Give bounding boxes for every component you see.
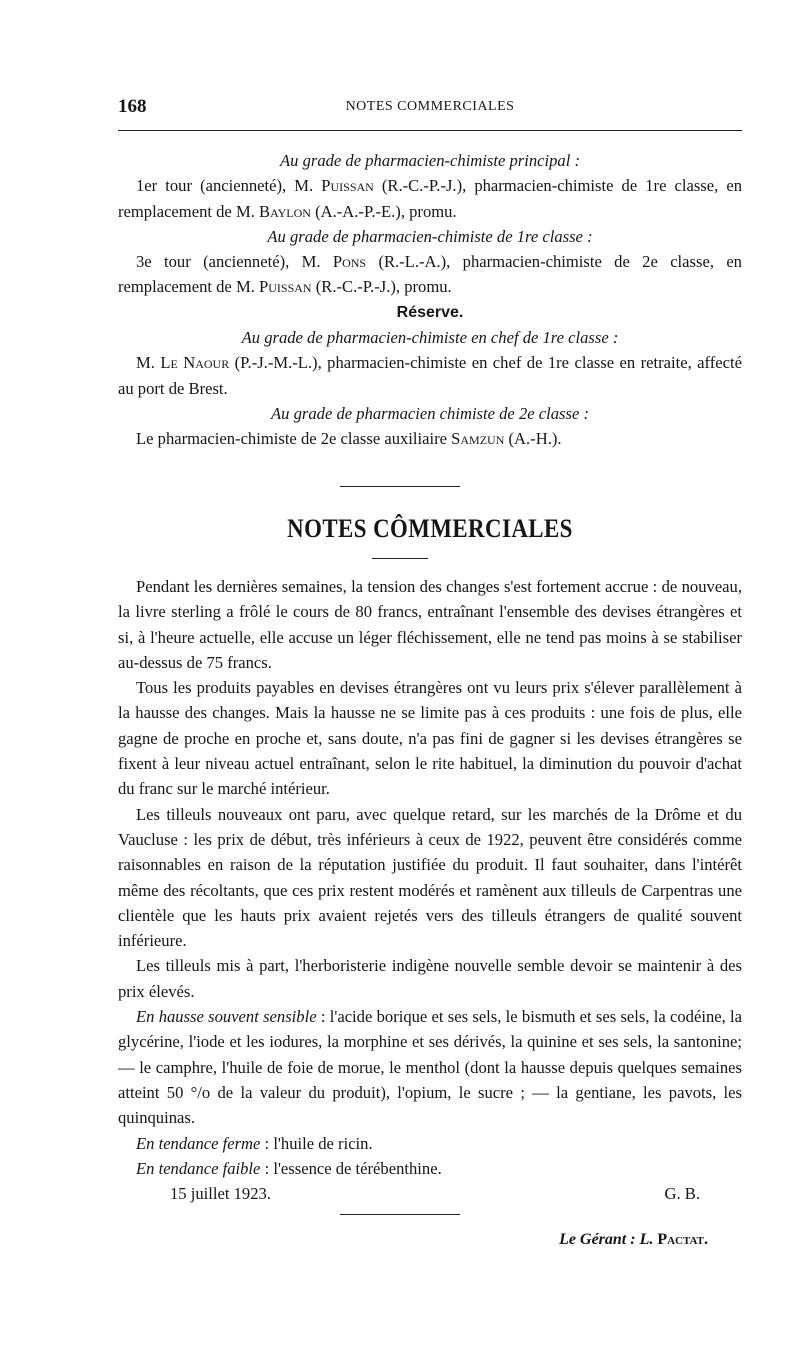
trend-entry bbox=[118, 1004, 742, 1130]
signoff bbox=[118, 1181, 742, 1206]
paragraph: Pendant les dernières semaines, la tension des changes s'est fortement accrue : de nouveau, la livre sterling a frôlé le cours de 80 francs, entraînant l'ensemble des devises étrangères et si, à l'heure actuelle, elle accuse un léger fléchissement, elle ne tend pas moins à se stabiliser au-dessus de 75 francs. bbox=[118, 577, 742, 672]
entry-text: (A.-H.). bbox=[504, 429, 562, 449]
reserve-heading: Réserve. bbox=[396, 303, 464, 321]
commercial-notes bbox=[118, 574, 742, 1206]
trend-label: En hausse souvent sensible bbox=[136, 1007, 317, 1027]
grade-heading-principal: Au grade de pharmacien-chimiste principal : bbox=[279, 151, 580, 170]
section-title: NOTES CÔMMERCIALES bbox=[287, 514, 573, 543]
signoff-initials: G. B. bbox=[664, 1184, 700, 1204]
publisher-label: Le Gérant : L. bbox=[559, 1231, 658, 1248]
paragraph: Les tilleuls mis à part, l'herboristerie indigène nouvelle semble devoir se maintenir à des prix élevés. bbox=[118, 956, 742, 1001]
entry-text: (R.-L.-A.), pharmacien-chimiste de 2e classe, en remplacement de M. bbox=[118, 252, 742, 297]
trend-entry bbox=[118, 1156, 742, 1181]
grade-heading-chief: Au grade de pharmacien-chimiste en chef de 1re classe : bbox=[241, 328, 619, 348]
running-head bbox=[118, 96, 742, 120]
footer-divider bbox=[340, 1214, 460, 1215]
title-ornament bbox=[372, 558, 428, 559]
ordinal: 1er bbox=[136, 176, 158, 196]
nomination-entry bbox=[118, 350, 742, 401]
trend-label: En tendance faible bbox=[136, 1158, 261, 1178]
paragraph: Tous les produits payables en devises étrangères ont vu leurs prix s'élever parallèlement à la hausse des changes. Mais la hausse ne se limite pas à ces produits : une fois de plus, elle gagne de proche en proche et, sans doute, n'a pas fini de gagner si les devises étrangères se fixent à leur niveau actuel entraînant, selon le rite habituel, la diminution du pouvoir d'achat du franc sur le marché intérieur. bbox=[118, 678, 742, 799]
grade-heading-first-class: Au grade de pharmacien-chimiste de 1re classe : bbox=[267, 226, 593, 246]
entry-text: M. bbox=[136, 353, 161, 373]
entry-text: (R.-C.-P.-J.), promu. bbox=[311, 277, 452, 297]
entry-text: tour (ancienneté), M. bbox=[151, 252, 333, 272]
signoff-date: 15 juillet 1923. bbox=[170, 1184, 271, 1204]
nomination-entry bbox=[118, 173, 742, 224]
trend-text: : l'huile de ricin. bbox=[260, 1133, 373, 1153]
header-rule bbox=[118, 130, 742, 131]
section-divider bbox=[340, 486, 460, 487]
running-title: NOTES COMMERCIALES bbox=[345, 99, 515, 114]
person-name: Pons bbox=[332, 252, 367, 272]
entry-text: (P.-J.-M.-L.), pharmacien-chimiste en chef de 1re classe en retraite, affecté au port de Brest. bbox=[118, 353, 742, 398]
person-name: Puissan bbox=[321, 176, 374, 196]
publisher-name: Pactat. bbox=[657, 1231, 708, 1248]
person-name: Samzun bbox=[451, 429, 505, 449]
nomination-entry bbox=[118, 249, 742, 300]
entry-text: (A.-A.-P.-E.), promu. bbox=[310, 201, 457, 221]
trend-entry bbox=[118, 1131, 742, 1156]
nomination-entry bbox=[118, 426, 742, 451]
person-name: Le Naour bbox=[160, 353, 230, 373]
trend-text: : l'essence de térébenthine. bbox=[260, 1158, 442, 1178]
publisher-line bbox=[559, 1231, 708, 1249]
person-name: Baylon bbox=[259, 201, 311, 221]
ordinal: 3e bbox=[136, 252, 152, 272]
entry-text: tour (ancienneté), M. bbox=[157, 176, 322, 196]
page-number: 168 bbox=[118, 96, 147, 117]
grade-heading-second-class: Au grade de pharmacien chimiste de 2e classe : bbox=[271, 403, 589, 423]
nominations-block bbox=[118, 148, 742, 452]
entry-text: (R.-C.-P.-J.), pharmacien-chimiste de 1re classe, en remplacement de M. bbox=[118, 176, 742, 221]
person-name: Puissan bbox=[259, 277, 312, 297]
entry-text: Le pharmacien-chimiste de 2e classe auxiliaire bbox=[136, 429, 452, 449]
trend-text: : l'acide borique et ses sels, le bismuth et ses sels, la codéine, la glycérine, l'iode et les iodures, la morphine et ses dérivés, la quinine et ses sels, la santonine; — le camphre, l'huile de foie de morue, le menthol (dont la hausse depuis quelques semaines atteint 50 °/o de la valeur du produit), l'opium, le sucre ; — la gentiane, les pavots, les quinquinas. bbox=[118, 1007, 743, 1128]
trend-label: En tendance ferme bbox=[136, 1133, 261, 1153]
paragraph: Les tilleuls nouveaux ont paru, avec quelque retard, sur les marchés de la Drôme et du Vaucluse : les prix de début, très inférieurs à ceux de 1922, peuvent être considérés comme raisonnables en raison de la réputation justifiée du produit. Il faut souhaiter, dans l'intérêt même des récoltants, que ces prix restent modérés et ramènent aux tilleuls de Carpentras une clientèle que les hauts prix avaient rejetés vers des tilleuls étrangers de qualité souvent inférieure. bbox=[118, 804, 742, 951]
